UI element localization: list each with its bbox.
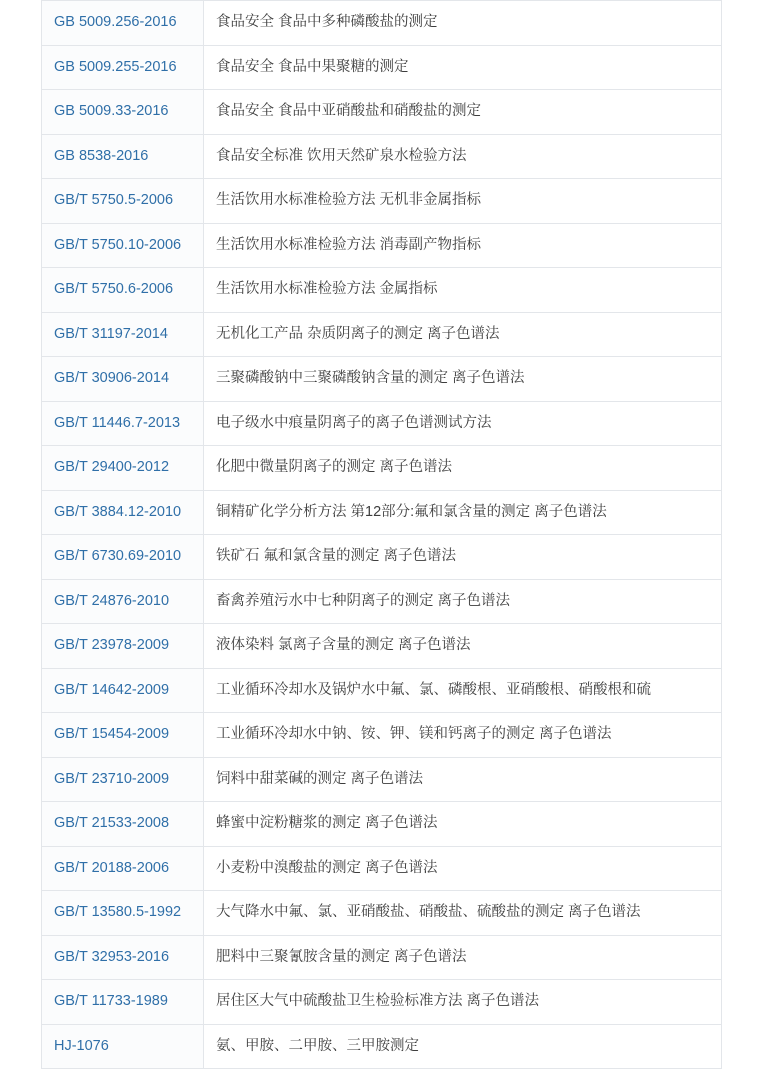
table-row bbox=[42, 357, 722, 402]
standard-name-cell: 食品安全 食品中多种磷酸盐的测定 bbox=[204, 1, 722, 46]
standard-name-cell: 大气降水中氟、氯、亚硝酸盐、硝酸盐、硫酸盐的测定 离子色谱法 bbox=[204, 891, 722, 936]
table-row bbox=[42, 802, 722, 847]
table-row bbox=[42, 268, 722, 313]
standard-code-cell[interactable]: GB/T 32953-2016 bbox=[42, 935, 204, 980]
table-row bbox=[42, 45, 722, 90]
standard-name-cell: 生活饮用水标准检验方法 金属指标 bbox=[204, 268, 722, 313]
standard-code-cell[interactable]: GB 8538-2016 bbox=[42, 134, 204, 179]
standard-name-cell: 三聚磷酸钠中三聚磷酸钠含量的测定 离子色谱法 bbox=[204, 357, 722, 402]
standard-code-cell[interactable]: GB 5009.256-2016 bbox=[42, 1, 204, 46]
standard-code-cell[interactable]: GB/T 5750.10-2006 bbox=[42, 223, 204, 268]
standard-name-cell: 铜精矿化学分析方法 第12部分:氟和氯含量的测定 离子色谱法 bbox=[204, 490, 722, 535]
table-row bbox=[42, 757, 722, 802]
standard-name-cell: 生活饮用水标准检验方法 无机非金属指标 bbox=[204, 179, 722, 224]
standard-code-cell[interactable]: GB/T 15454-2009 bbox=[42, 713, 204, 758]
standard-name-cell: 小麦粉中溴酸盐的测定 离子色谱法 bbox=[204, 846, 722, 891]
standard-code-cell[interactable]: GB/T 6730.69-2010 bbox=[42, 535, 204, 580]
standard-name-cell: 蜂蜜中淀粉糖浆的测定 离子色谱法 bbox=[204, 802, 722, 847]
standard-code-cell[interactable]: GB/T 3884.12-2010 bbox=[42, 490, 204, 535]
standards-table-body bbox=[42, 1, 722, 1069]
standard-name-cell: 工业循环冷却水及锅炉水中氟、氯、磷酸根、亚硝酸根、硝酸根和硫 bbox=[204, 668, 722, 713]
table-row bbox=[42, 624, 722, 669]
table-row bbox=[42, 1024, 722, 1069]
standard-name-cell: 食品安全 食品中亚硝酸盐和硝酸盐的测定 bbox=[204, 90, 722, 135]
standard-name-cell: 铁矿石 氟和氯含量的测定 离子色谱法 bbox=[204, 535, 722, 580]
standard-code-cell[interactable]: GB/T 24876-2010 bbox=[42, 579, 204, 624]
table-row bbox=[42, 535, 722, 580]
standard-name-cell: 畜禽养殖污水中七种阴离子的测定 离子色谱法 bbox=[204, 579, 722, 624]
standard-code-cell[interactable]: GB 5009.33-2016 bbox=[42, 90, 204, 135]
standard-code-cell[interactable]: GB/T 5750.5-2006 bbox=[42, 179, 204, 224]
table-row bbox=[42, 401, 722, 446]
table-row bbox=[42, 713, 722, 758]
table-row bbox=[42, 668, 722, 713]
standard-name-cell: 氨、甲胺、二甲胺、三甲胺测定 bbox=[204, 1024, 722, 1069]
standard-code-cell[interactable]: GB/T 23710-2009 bbox=[42, 757, 204, 802]
standard-code-cell[interactable]: GB/T 20188-2006 bbox=[42, 846, 204, 891]
standard-name-cell: 食品安全 食品中果聚糖的测定 bbox=[204, 45, 722, 90]
standard-name-cell: 无机化工产品 杂质阴离子的测定 离子色谱法 bbox=[204, 312, 722, 357]
table-row bbox=[42, 134, 722, 179]
table-row bbox=[42, 312, 722, 357]
standard-code-cell[interactable]: GB/T 14642-2009 bbox=[42, 668, 204, 713]
standard-name-cell: 生活饮用水标准检验方法 消毒副产物指标 bbox=[204, 223, 722, 268]
standard-code-cell[interactable]: GB 5009.255-2016 bbox=[42, 45, 204, 90]
standard-code-cell[interactable]: GB/T 30906-2014 bbox=[42, 357, 204, 402]
standard-code-cell[interactable]: GB/T 29400-2012 bbox=[42, 446, 204, 491]
table-row bbox=[42, 891, 722, 936]
standard-code-cell[interactable]: GB/T 21533-2008 bbox=[42, 802, 204, 847]
standard-code-cell[interactable]: GB/T 31197-2014 bbox=[42, 312, 204, 357]
table-row bbox=[42, 446, 722, 491]
table-row bbox=[42, 179, 722, 224]
table-row bbox=[42, 935, 722, 980]
standards-table bbox=[41, 0, 722, 1069]
table-row bbox=[42, 980, 722, 1025]
standard-code-cell[interactable]: GB/T 11733-1989 bbox=[42, 980, 204, 1025]
standard-code-cell[interactable]: GB/T 23978-2009 bbox=[42, 624, 204, 669]
table-row bbox=[42, 90, 722, 135]
standard-code-cell[interactable]: GB/T 11446.7-2013 bbox=[42, 401, 204, 446]
standard-code-cell[interactable]: GB/T 13580.5-1992 bbox=[42, 891, 204, 936]
standard-name-cell: 电子级水中痕量阴离子的离子色谱测试方法 bbox=[204, 401, 722, 446]
table-row bbox=[42, 846, 722, 891]
standard-code-cell[interactable]: GB/T 5750.6-2006 bbox=[42, 268, 204, 313]
standard-name-cell: 工业循环冷却水中钠、铵、钾、镁和钙离子的测定 离子色谱法 bbox=[204, 713, 722, 758]
standard-name-cell: 居住区大气中硫酸盐卫生检验标准方法 离子色谱法 bbox=[204, 980, 722, 1025]
table-row bbox=[42, 1, 722, 46]
standard-name-cell: 食品安全标准 饮用天然矿泉水检验方法 bbox=[204, 134, 722, 179]
standard-name-cell: 液体染料 氯离子含量的测定 离子色谱法 bbox=[204, 624, 722, 669]
table-row bbox=[42, 490, 722, 535]
standard-code-cell[interactable]: HJ-1076 bbox=[42, 1024, 204, 1069]
standard-name-cell: 肥料中三聚氰胺含量的测定 离子色谱法 bbox=[204, 935, 722, 980]
standard-name-cell: 饲料中甜菜碱的测定 离子色谱法 bbox=[204, 757, 722, 802]
table-row bbox=[42, 223, 722, 268]
table-row bbox=[42, 579, 722, 624]
standard-name-cell: 化肥中微量阴离子的测定 离子色谱法 bbox=[204, 446, 722, 491]
